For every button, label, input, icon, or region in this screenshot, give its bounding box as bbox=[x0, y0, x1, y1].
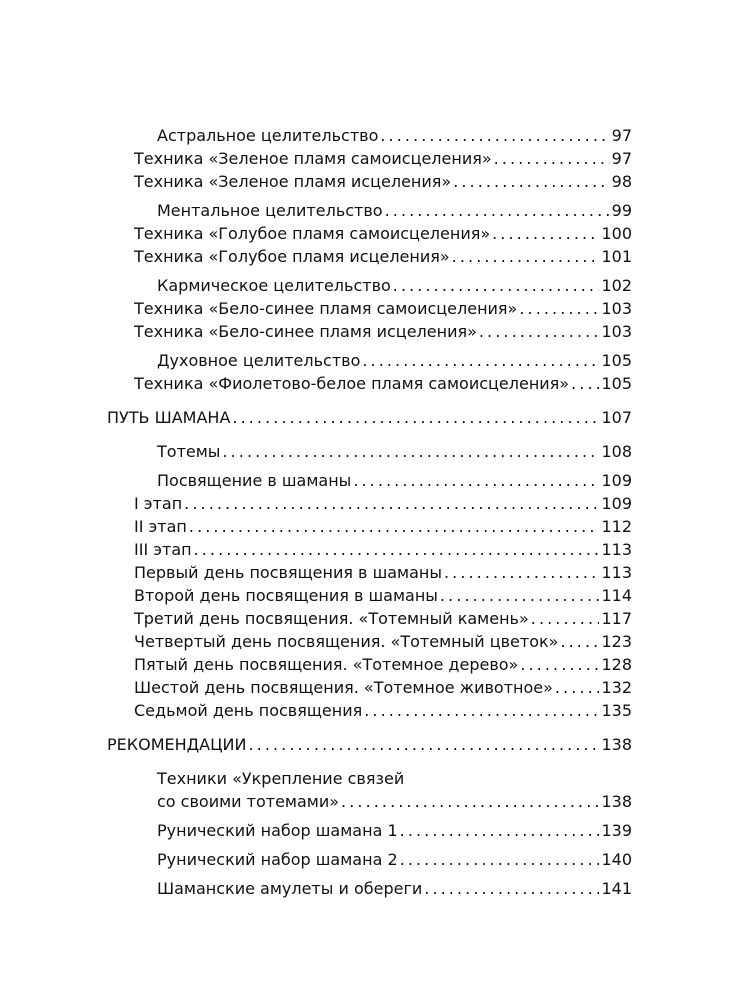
dot-leader bbox=[222, 440, 599, 463]
toc-entry-page: 139 bbox=[601, 821, 632, 840]
toc-entry-page: 107 bbox=[601, 408, 632, 427]
toc-entry-initiation-day-2 bbox=[134, 584, 632, 607]
toc-entry-title: Шестой день посвящения. «Тотемное животное» bbox=[134, 678, 553, 697]
dot-leader bbox=[520, 653, 599, 676]
dot-leader bbox=[248, 733, 599, 756]
toc-entry-page: 109 bbox=[601, 494, 632, 513]
toc-entry-page: 114 bbox=[601, 586, 632, 605]
toc-entry-violet-white-flame-self-healing bbox=[134, 372, 632, 395]
toc-entry-title: Техника «Зеленое пламя самоисцеления» bbox=[134, 149, 492, 168]
toc-entry-page: 98 bbox=[611, 172, 632, 191]
dot-leader bbox=[353, 469, 599, 492]
dot-leader bbox=[184, 492, 599, 515]
toc-entry-green-flame-self-healing bbox=[134, 147, 632, 170]
dot-leader bbox=[393, 274, 600, 297]
toc-entry-title: Первый день посвящения в шаманы bbox=[134, 563, 442, 582]
dot-leader bbox=[571, 372, 599, 395]
dot-leader bbox=[492, 222, 599, 245]
dot-leader bbox=[380, 124, 609, 147]
toc-entry-title: Пятый день посвящения. «Тотемное дерево» bbox=[134, 655, 519, 674]
toc-entry-page: 109 bbox=[601, 471, 632, 490]
toc-entry-title: Третий день посвящения. «Тотемный камень» bbox=[134, 609, 529, 628]
toc-entry-page: 135 bbox=[601, 701, 632, 720]
toc-entry-page: 113 bbox=[601, 540, 632, 559]
toc-entry-title: I этап bbox=[134, 494, 183, 513]
toc-entry-title: Второй день посвящения в шаманы bbox=[134, 586, 438, 605]
toc-entry-amulets bbox=[134, 877, 632, 900]
toc-entry-initiation-day-7 bbox=[134, 699, 632, 722]
toc-entry-title: Техника «Бело-синее пламя исцеления» bbox=[134, 322, 477, 341]
toc-entry-title: Седьмой день посвящения bbox=[134, 701, 363, 720]
toc-section-recommendations bbox=[107, 733, 632, 756]
toc-entry-page: 101 bbox=[601, 247, 632, 266]
toc-entry-page: 123 bbox=[601, 632, 632, 651]
toc-entry-title: Кармическое целительство bbox=[157, 276, 391, 295]
toc-entry-title: Техника «Бело-синее пламя самоисцеления» bbox=[134, 299, 518, 318]
toc-entry-runic-set-2 bbox=[134, 848, 632, 871]
toc-entry-title: Техника «Фиолетово-белое пламя самоисцеления» bbox=[134, 374, 570, 393]
toc-entry-title: Техника «Зеленое пламя исцеления» bbox=[134, 172, 452, 191]
dot-leader bbox=[555, 676, 600, 699]
toc-entry-karmic-healing bbox=[134, 274, 632, 297]
toc-entry-page: 138 bbox=[601, 735, 632, 754]
toc-section-title: РЕКОМЕНДАЦИИ bbox=[107, 735, 247, 754]
toc-entry-title: Ментальное целительство bbox=[157, 201, 383, 220]
toc-entry-stage-1 bbox=[134, 492, 632, 515]
dot-leader bbox=[362, 349, 599, 372]
toc-entry-title: Посвящение в шаманы bbox=[157, 471, 352, 490]
toc-entry-page: 138 bbox=[601, 792, 632, 811]
toc-entry-title: Рунический набор шамана 1 bbox=[157, 821, 398, 840]
toc-entry-page: 141 bbox=[601, 879, 632, 898]
toc-entry-page: 117 bbox=[601, 609, 632, 628]
toc-entry-title: II этап bbox=[134, 517, 187, 536]
toc-entry-blue-flame-healing bbox=[134, 245, 632, 268]
dot-leader bbox=[479, 320, 600, 343]
dot-leader bbox=[194, 538, 600, 561]
toc-entry-page: 103 bbox=[601, 299, 632, 318]
toc-entry-page: 103 bbox=[601, 322, 632, 341]
dot-leader bbox=[452, 245, 600, 268]
toc-entry-initiation-day-4 bbox=[134, 630, 632, 653]
dot-leader bbox=[232, 406, 599, 429]
dot-leader bbox=[444, 561, 599, 584]
toc-section-shaman-path bbox=[107, 406, 632, 429]
toc-entry-astral-healing bbox=[134, 124, 632, 147]
toc-entry-page: 102 bbox=[601, 276, 632, 295]
toc-entry-runic-set-1 bbox=[134, 819, 632, 842]
table-of-contents bbox=[107, 124, 632, 900]
toc-entry-title-line2: со своими тотемами» bbox=[157, 792, 340, 811]
toc-entry-white-blue-flame-self-healing bbox=[134, 297, 632, 320]
dot-leader bbox=[385, 199, 610, 222]
toc-entry-initiation-day-6 bbox=[134, 676, 632, 699]
dot-leader bbox=[519, 297, 599, 320]
toc-entry-title: Техника «Голубое пламя исцеления» bbox=[134, 247, 450, 266]
toc-entry-totems bbox=[134, 440, 632, 463]
toc-entry-page: 97 bbox=[611, 149, 632, 168]
toc-entry-totem-bond-techniques bbox=[134, 767, 632, 813]
toc-entry-initiation-day-3 bbox=[134, 607, 632, 630]
dot-leader bbox=[189, 515, 600, 538]
toc-entry-green-flame-healing bbox=[134, 170, 632, 193]
toc-entry-page: 99 bbox=[611, 201, 632, 220]
dot-leader bbox=[494, 147, 610, 170]
toc-entry-initiation-day-1 bbox=[134, 561, 632, 584]
toc-entry-page: 105 bbox=[601, 374, 632, 393]
toc-entry-page: 128 bbox=[601, 655, 632, 674]
toc-entry-title: Духовное целительство bbox=[157, 351, 361, 370]
toc-section-title: ПУТЬ ШАМАНА bbox=[107, 408, 231, 427]
toc-entry-shaman-initiation bbox=[134, 469, 632, 492]
dot-leader bbox=[453, 170, 609, 193]
toc-entry-page: 112 bbox=[601, 517, 632, 536]
toc-entry-title: Четвертый день посвящения. «Тотемный цветок» bbox=[134, 632, 559, 651]
toc-entry-page: 132 bbox=[601, 678, 632, 697]
dot-leader bbox=[400, 848, 600, 871]
toc-entry-title: Шаманские амулеты и обереги bbox=[157, 879, 423, 898]
dot-leader bbox=[364, 699, 599, 722]
toc-entry-title: Техника «Голубое пламя самоисцеления» bbox=[134, 224, 491, 243]
dot-leader bbox=[440, 584, 600, 607]
toc-entry-mental-healing bbox=[134, 199, 632, 222]
toc-entry-stage-3 bbox=[134, 538, 632, 561]
toc-entry-title: III этап bbox=[134, 540, 192, 559]
toc-entry-title: Тотемы bbox=[157, 442, 221, 461]
toc-entry-title-line1: Техники «Укрепление связей bbox=[157, 769, 405, 788]
toc-entry-page: 97 bbox=[611, 126, 632, 145]
toc-entry-page: 140 bbox=[601, 850, 632, 869]
dot-leader bbox=[424, 877, 599, 900]
dot-leader bbox=[341, 790, 599, 813]
toc-entry-white-blue-flame-healing bbox=[134, 320, 632, 343]
dot-leader bbox=[400, 819, 600, 842]
toc-entry-page: 100 bbox=[601, 224, 632, 243]
toc-entry-page: 105 bbox=[601, 351, 632, 370]
toc-entry-title: Рунический набор шамана 2 bbox=[157, 850, 398, 869]
toc-entry-page: 108 bbox=[601, 442, 632, 461]
dot-leader bbox=[560, 630, 599, 653]
toc-entry-page: 113 bbox=[601, 563, 632, 582]
toc-entry-spiritual-healing bbox=[134, 349, 632, 372]
toc-entry-stage-2 bbox=[134, 515, 632, 538]
toc-entry-initiation-day-5 bbox=[134, 653, 632, 676]
toc-entry-blue-flame-self-healing bbox=[134, 222, 632, 245]
toc-entry-title: Астральное целительство bbox=[157, 126, 379, 145]
dot-leader bbox=[531, 607, 600, 630]
